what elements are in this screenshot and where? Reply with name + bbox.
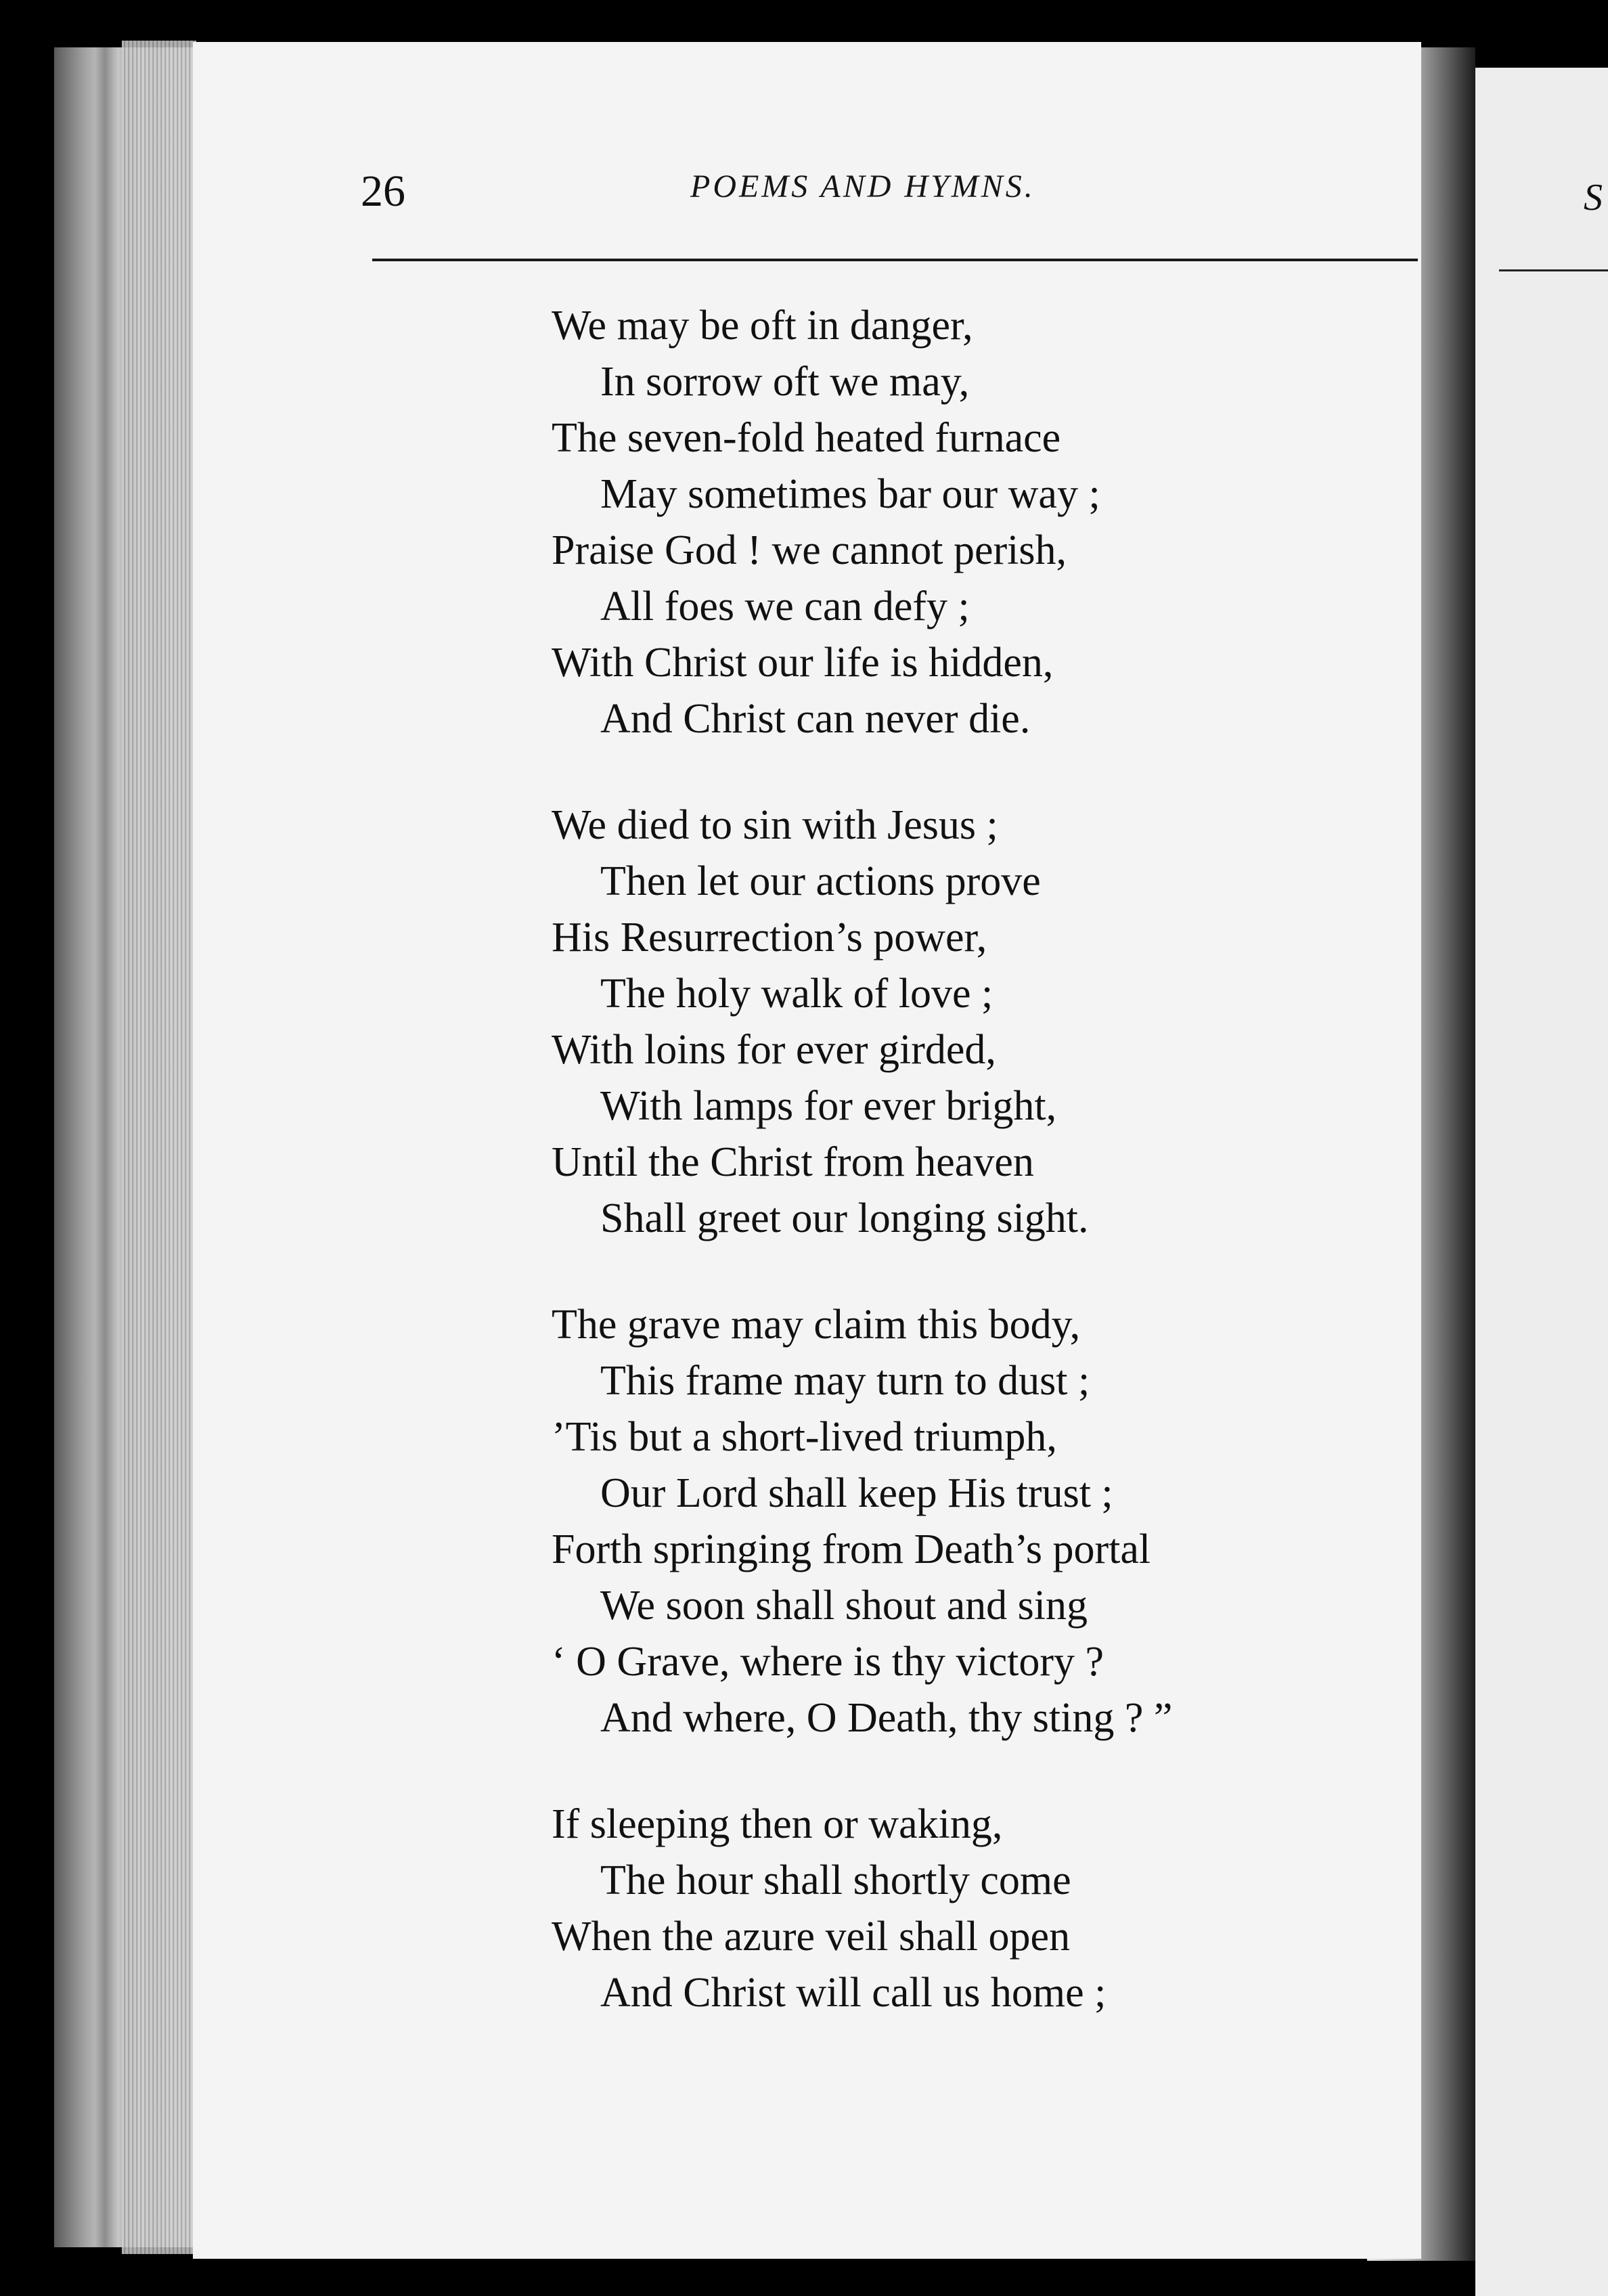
poem-line: With lamps for ever bright, <box>600 1083 1057 1129</box>
poem-line: We may be oft in danger, <box>552 303 973 349</box>
poem-line: This frame may turn to dust ; <box>600 1358 1090 1404</box>
poem-line: Forth springing from Death’s portal <box>552 1526 1151 1572</box>
header-rule <box>372 259 1418 261</box>
poem-line: Shall greet our longing sight. <box>600 1195 1089 1241</box>
stanza-4 <box>552 1796 1364 2021</box>
running-title: POEMS AND HYMNS. <box>690 169 1035 204</box>
poem-line: And Christ will call us home ; <box>600 1970 1107 2016</box>
poem-line: And Christ can never die. <box>600 696 1031 742</box>
poem-line: Until the Christ from heaven <box>552 1139 1034 1185</box>
stanza-3 <box>552 1297 1364 1746</box>
page-number: 26 <box>361 167 405 216</box>
poem-line: His Resurrection’s power, <box>552 914 987 961</box>
poem-line: If sleeping then or waking, <box>552 1801 1003 1847</box>
poem-line: With loins for ever girded, <box>552 1027 996 1073</box>
poem-line: When the azure veil shall open <box>552 1914 1071 1960</box>
poem-line: With Christ our life is hidden, <box>552 640 1054 686</box>
poem-line: And where, O Death, thy sting ? ” <box>600 1695 1173 1741</box>
poem-line: ’Tis but a short-lived triumph, <box>552 1414 1057 1460</box>
poem-line: The hour shall shortly come <box>600 1857 1071 1903</box>
poem-line: All foes we can defy ; <box>600 583 970 630</box>
poem-line: We died to sin with Jesus ; <box>552 802 998 848</box>
facing-page-rule <box>1499 269 1608 271</box>
stanza-1 <box>552 298 1364 747</box>
poem-line: We soon shall shout and sing <box>600 1583 1088 1629</box>
poem-line: The grave may claim this body, <box>552 1302 1081 1348</box>
poem-line: In sorrow oft we may, <box>600 359 970 405</box>
poem-line: Praise God ! we cannot perish, <box>552 527 1067 573</box>
poem-line: The seven-fold heated furnace <box>552 415 1061 461</box>
poem-line: Our Lord shall keep His trust ; <box>600 1470 1113 1516</box>
poem-line: May sometimes bar our way ; <box>600 471 1100 517</box>
poem-line: ‘ O Grave, where is thy victory ? <box>552 1639 1104 1685</box>
stacked-leaves <box>122 41 196 2254</box>
facing-page-header-fragment: S <box>1584 177 1603 219</box>
poem-body <box>552 298 1364 2071</box>
poem-line: The holy walk of love ; <box>600 971 993 1017</box>
facing-page <box>1475 68 1608 2296</box>
stanza-2 <box>552 797 1364 1247</box>
poem-line: Then let our actions prove <box>600 858 1041 904</box>
